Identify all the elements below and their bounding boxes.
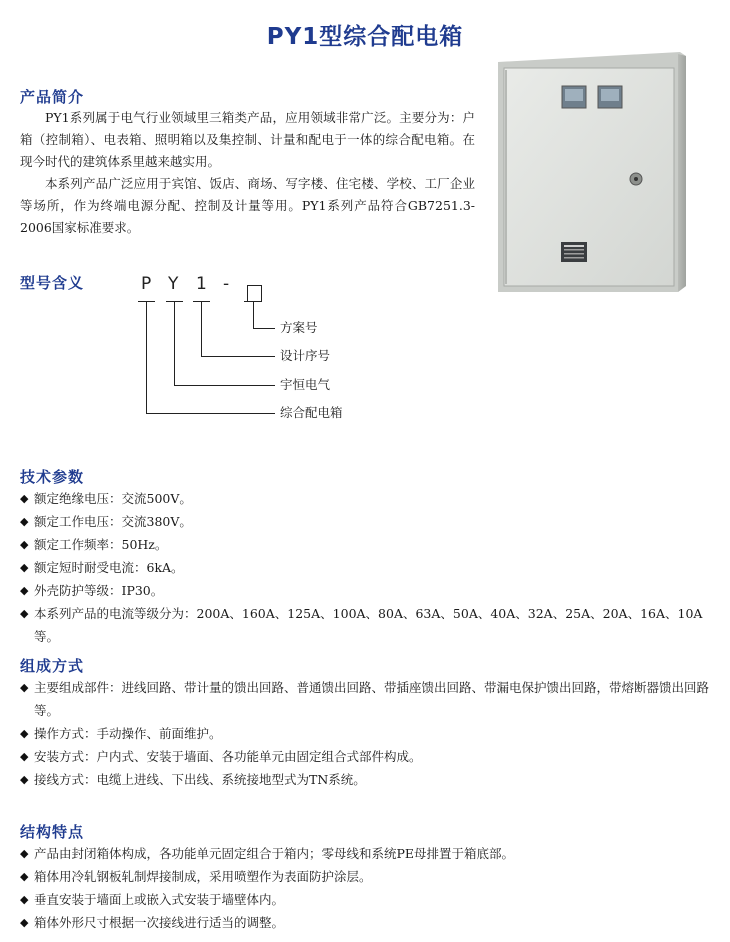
model-char-p: P bbox=[141, 274, 152, 294]
list-item: ◆ 额定工作频率：50Hz。 bbox=[20, 533, 712, 556]
leader-box bbox=[253, 301, 254, 329]
model-char-y: Y bbox=[168, 274, 179, 294]
label-product-type: 综合配电箱 bbox=[280, 405, 343, 420]
structure-heading: 结构特点 bbox=[20, 823, 85, 841]
model-heading: 型号含义 bbox=[20, 274, 85, 292]
distribution-box-image bbox=[492, 46, 692, 298]
list-item: ◆ 垂直安装于墙面上或嵌入式安装于墙壁体内。 bbox=[20, 888, 712, 911]
list-item: ◆ 箱体用冷轧钢板轧制焊接制成，采用喷塑作为表面防护涂层。 bbox=[20, 865, 712, 888]
list-item: ◆ 额定绝缘电压：交流500V。 bbox=[20, 487, 712, 510]
list-item: ◆ 产品由封闭箱体构成，各功能单元固定组合于箱内；零母线和系统PE母排置于箱底部。 bbox=[20, 842, 712, 865]
structure-list bbox=[20, 842, 712, 934]
model-char-1: 1 bbox=[196, 274, 207, 294]
label-scheme-number: 方案号 bbox=[280, 320, 318, 335]
label-brand: 宇恒电气 bbox=[280, 377, 331, 392]
list-item: ◆ 本系列产品的电流等级分为：200A、160A、125A、100A、80A、63A、50A、40A、32A、25A、20A、16A、10A等。 bbox=[20, 602, 712, 648]
composition-list bbox=[20, 676, 712, 791]
intro-heading: 产品简介 bbox=[20, 88, 85, 106]
leader-y-h bbox=[174, 385, 275, 386]
leader-p bbox=[146, 301, 147, 414]
model-char-dash: - bbox=[223, 274, 230, 294]
list-item: ◆ 接线方式：电缆上进线、下出线、系统接地型式为TN系统。 bbox=[20, 768, 712, 791]
list-item: ◆ 主要组成部件：进线回路、带计量的馈出回路、普通馈出回路、带插座馈出回路、带漏电保护馈出回路，带熔断器馈出回路等。 bbox=[20, 676, 712, 722]
leader-1 bbox=[201, 301, 202, 357]
intro-paragraph-1: PY1系列属于电气行业领域里三箱类产品，应用领域非常广泛。主要分为：户箱（控制箱）、电表箱、照明箱以及集控制、计量和配电于一体的综合配电箱。在现今时代的建筑体系里越来越实用。 bbox=[20, 110, 475, 169]
leader-box-h bbox=[253, 328, 275, 329]
intro-paragraph-2: 本系列产品广泛应用于宾馆、饭店、商场、写字楼、住宅楼、学校、工厂企业等场所，作为终端电源分配、控制及计量等用。PY1系列产品符合GB7251.3-2006国家标准要求。 bbox=[20, 176, 475, 235]
leader-y bbox=[174, 301, 175, 386]
list-item: ◆ 安装方式：户内式、安装于墙面、各功能单元由固定组合式部件构成。 bbox=[20, 745, 712, 768]
list-item: ◆ 额定短时耐受电流：6kA。 bbox=[20, 556, 712, 579]
label-design-sequence: 设计序号 bbox=[280, 348, 331, 363]
list-item: ◆ 额定工作电压：交流380V。 bbox=[20, 510, 712, 533]
list-item: ◆ 外壳防护等级：IP30。 bbox=[20, 579, 712, 602]
list-item: ◆ 箱体外形尺寸根据一次接线进行适当的调整。 bbox=[20, 911, 712, 934]
list-item: ◆ 操作方式：手动操作、前面维护。 bbox=[20, 722, 712, 745]
tech-heading: 技术参数 bbox=[20, 468, 85, 486]
tech-list bbox=[20, 487, 712, 648]
composition-heading: 组成方式 bbox=[20, 657, 85, 675]
scheme-box-icon bbox=[247, 285, 262, 302]
leader-p-h bbox=[146, 413, 275, 414]
page-title: PY1型综合配电箱 bbox=[266, 24, 464, 50]
leader-1-h bbox=[201, 356, 275, 357]
